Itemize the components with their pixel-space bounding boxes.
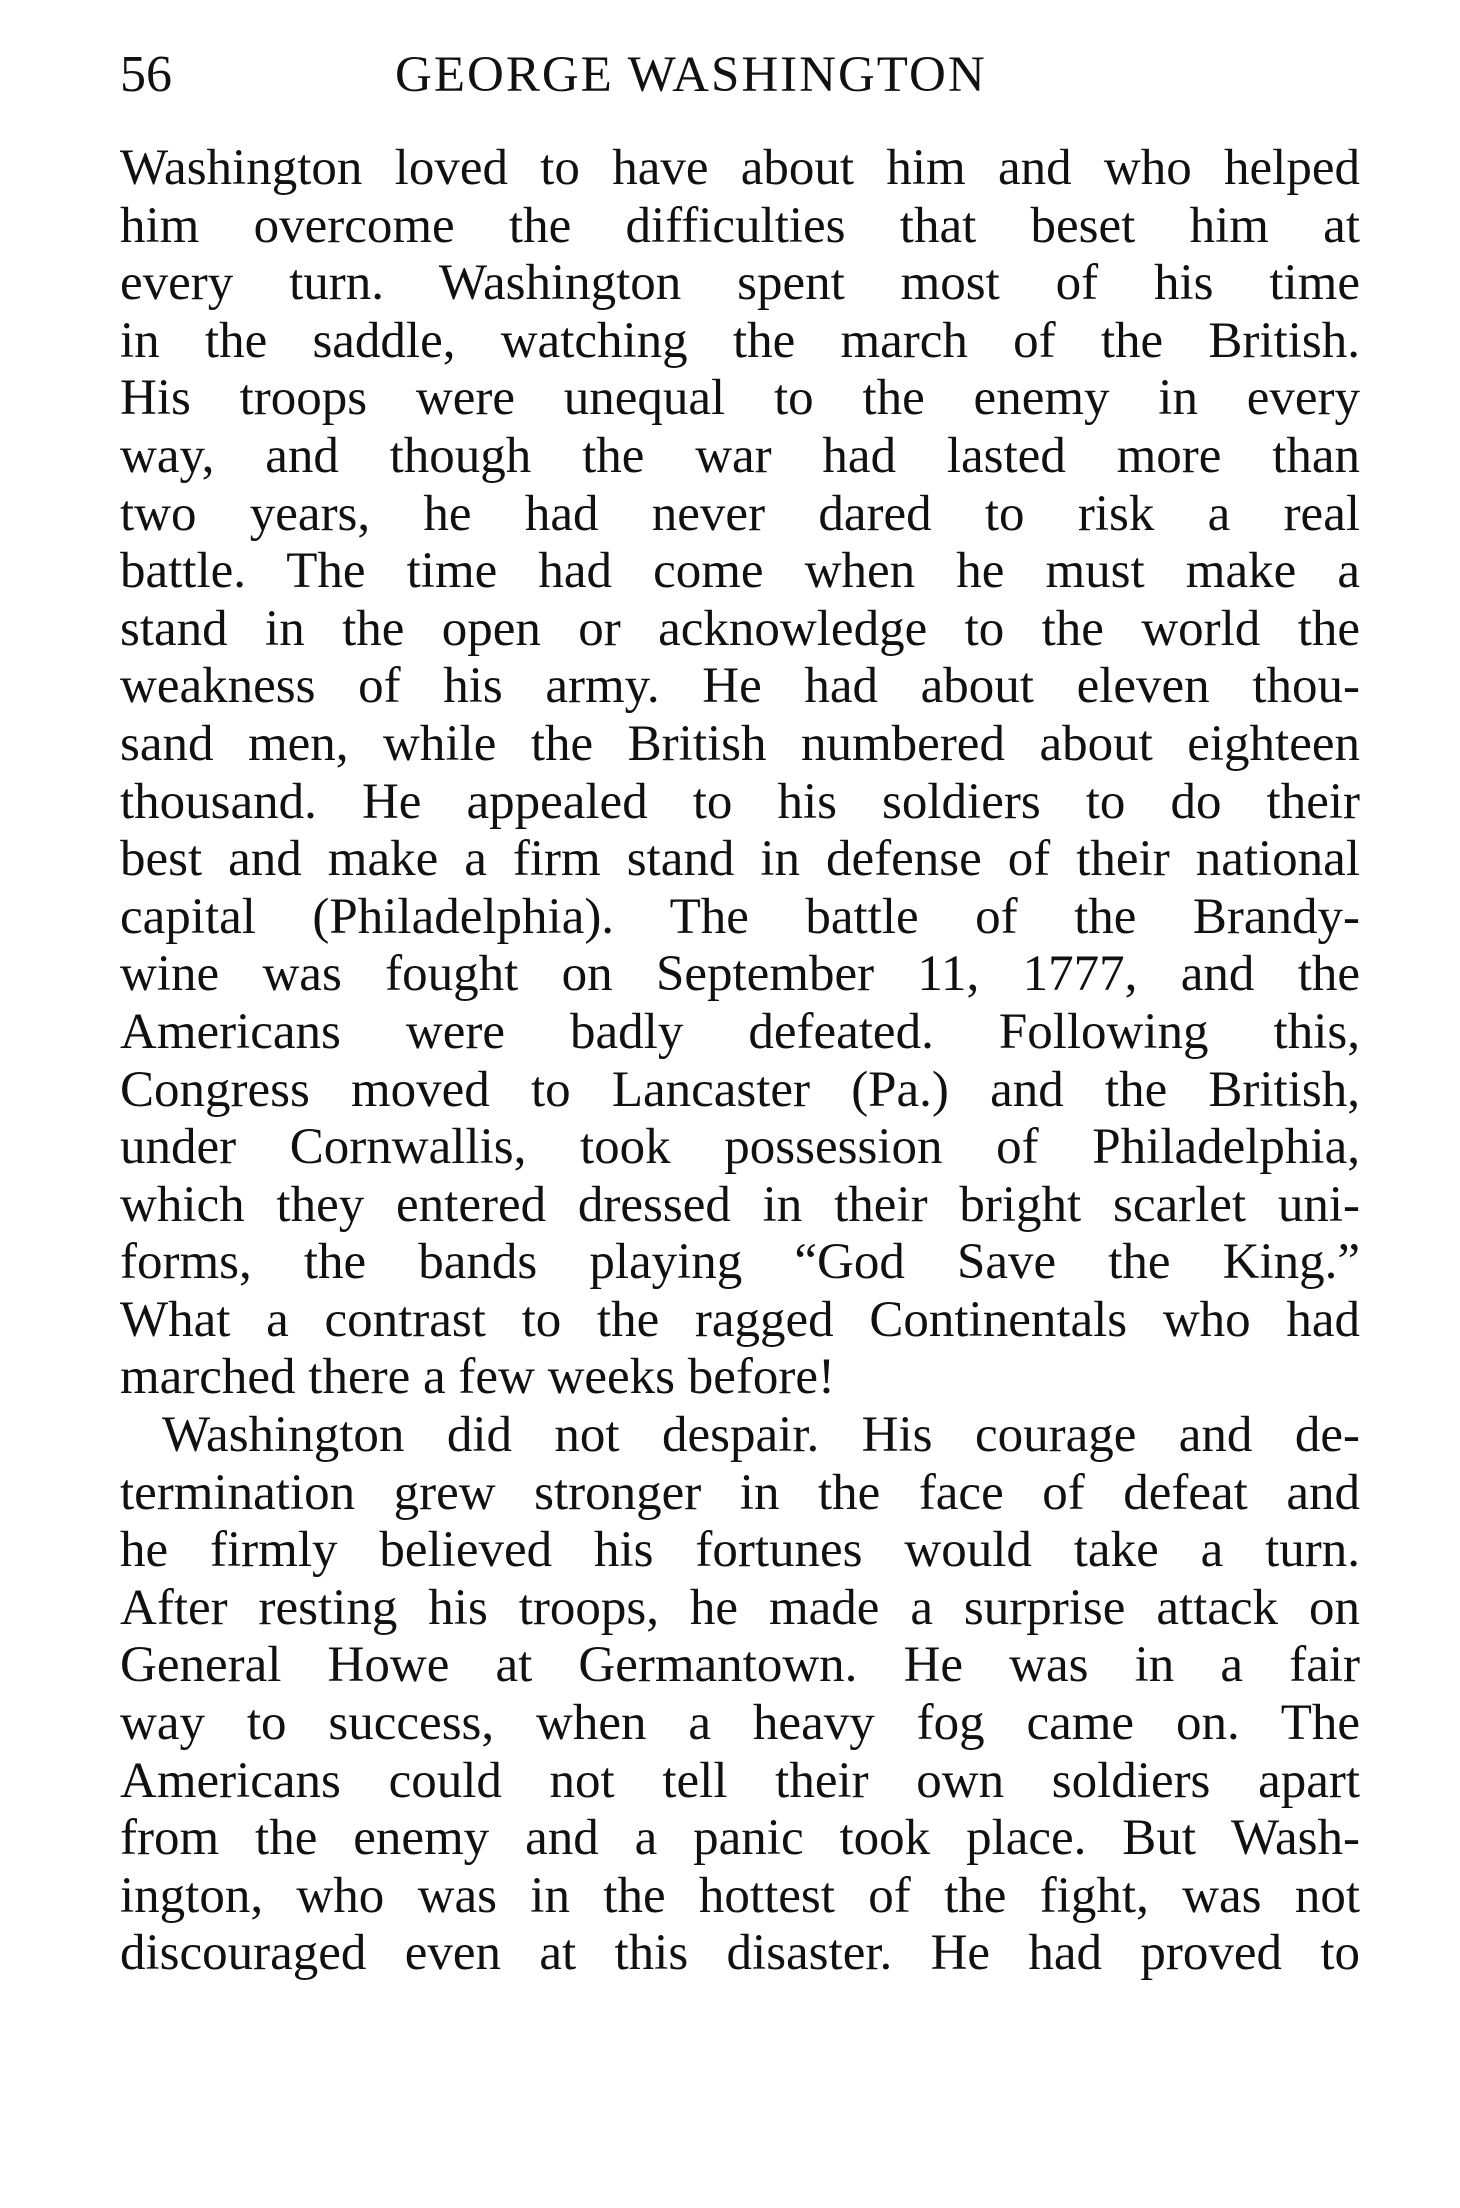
- text-line: thousand. He appealed to his soldiers to do their: [120, 773, 1360, 830]
- text-line: capital (Philadelphia). The battle of the Brandy-: [120, 888, 1360, 945]
- paragraph-1: [120, 140, 1360, 1407]
- body-text: [120, 140, 1360, 1983]
- text-line: from the enemy and a panic took place. But Wash-: [120, 1810, 1360, 1867]
- text-line: him overcome the difficulties that beset him at: [120, 197, 1360, 254]
- text-line: which they entered dressed in their bright scarlet uni-: [120, 1176, 1360, 1233]
- text-line: battle. The time had come when he must make a: [120, 543, 1360, 600]
- text-line: best and make a firm stand in defense of their national: [120, 831, 1360, 888]
- text-line: His troops were unequal to the enemy in every: [120, 370, 1360, 427]
- text-line: way to success, when a heavy fog came on. The: [120, 1695, 1360, 1752]
- text-line: discouraged even at this disaster. He had proved to: [120, 1925, 1360, 1982]
- text-line: Americans were badly defeated. Following this,: [120, 1003, 1360, 1060]
- paragraph-2: [120, 1407, 1360, 1983]
- text-line: termination grew stronger in the face of defeat and: [120, 1464, 1360, 1521]
- text-line: every turn. Washington spent most of his time: [120, 255, 1360, 312]
- text-line: ington, who was in the hottest of the fight, was not: [120, 1867, 1360, 1924]
- text-line: in the saddle, watching the march of the British.: [120, 312, 1360, 369]
- text-line: General Howe at Germantown. He was in a fair: [120, 1637, 1360, 1694]
- text-line: weakness of his army. He had about eleven thou-: [120, 658, 1360, 715]
- text-line: wine was fought on September 11, 1777, and the: [120, 946, 1360, 1003]
- text-line: Washington did not despair. His courage and de-: [162, 1407, 1360, 1464]
- text-line: two years, he had never dared to risk a real: [120, 485, 1360, 542]
- text-line: stand in the open or acknowledge to the world the: [120, 600, 1360, 657]
- text-line: forms, the bands playing “God Save the King.”: [120, 1234, 1360, 1291]
- text-line: What a contrast to the ragged Continentals who had: [120, 1291, 1360, 1348]
- page-header: [120, 40, 1370, 110]
- text-line: After resting his troops, he made a surprise attack on: [120, 1579, 1360, 1636]
- text-line: Washington loved to have about him and who helped: [120, 140, 1360, 196]
- text-line: marched there a few weeks before!: [120, 1349, 835, 1406]
- text-line: way, and though the war had lasted more than: [120, 427, 1360, 484]
- text-line: Congress moved to Lancaster (Pa.) and the British,: [120, 1061, 1360, 1118]
- text-line: under Cornwallis, took possession of Philadelphia,: [120, 1119, 1360, 1176]
- text-line: Americans could not tell their own soldiers apart: [120, 1752, 1360, 1809]
- running-title: GEORGE WASHINGTON: [395, 47, 987, 103]
- text-line: he firmly believed his fortunes would take a turn.: [120, 1522, 1360, 1579]
- page-number: 56: [120, 46, 172, 103]
- text-line: sand men, while the British numbered about eighteen: [120, 715, 1360, 772]
